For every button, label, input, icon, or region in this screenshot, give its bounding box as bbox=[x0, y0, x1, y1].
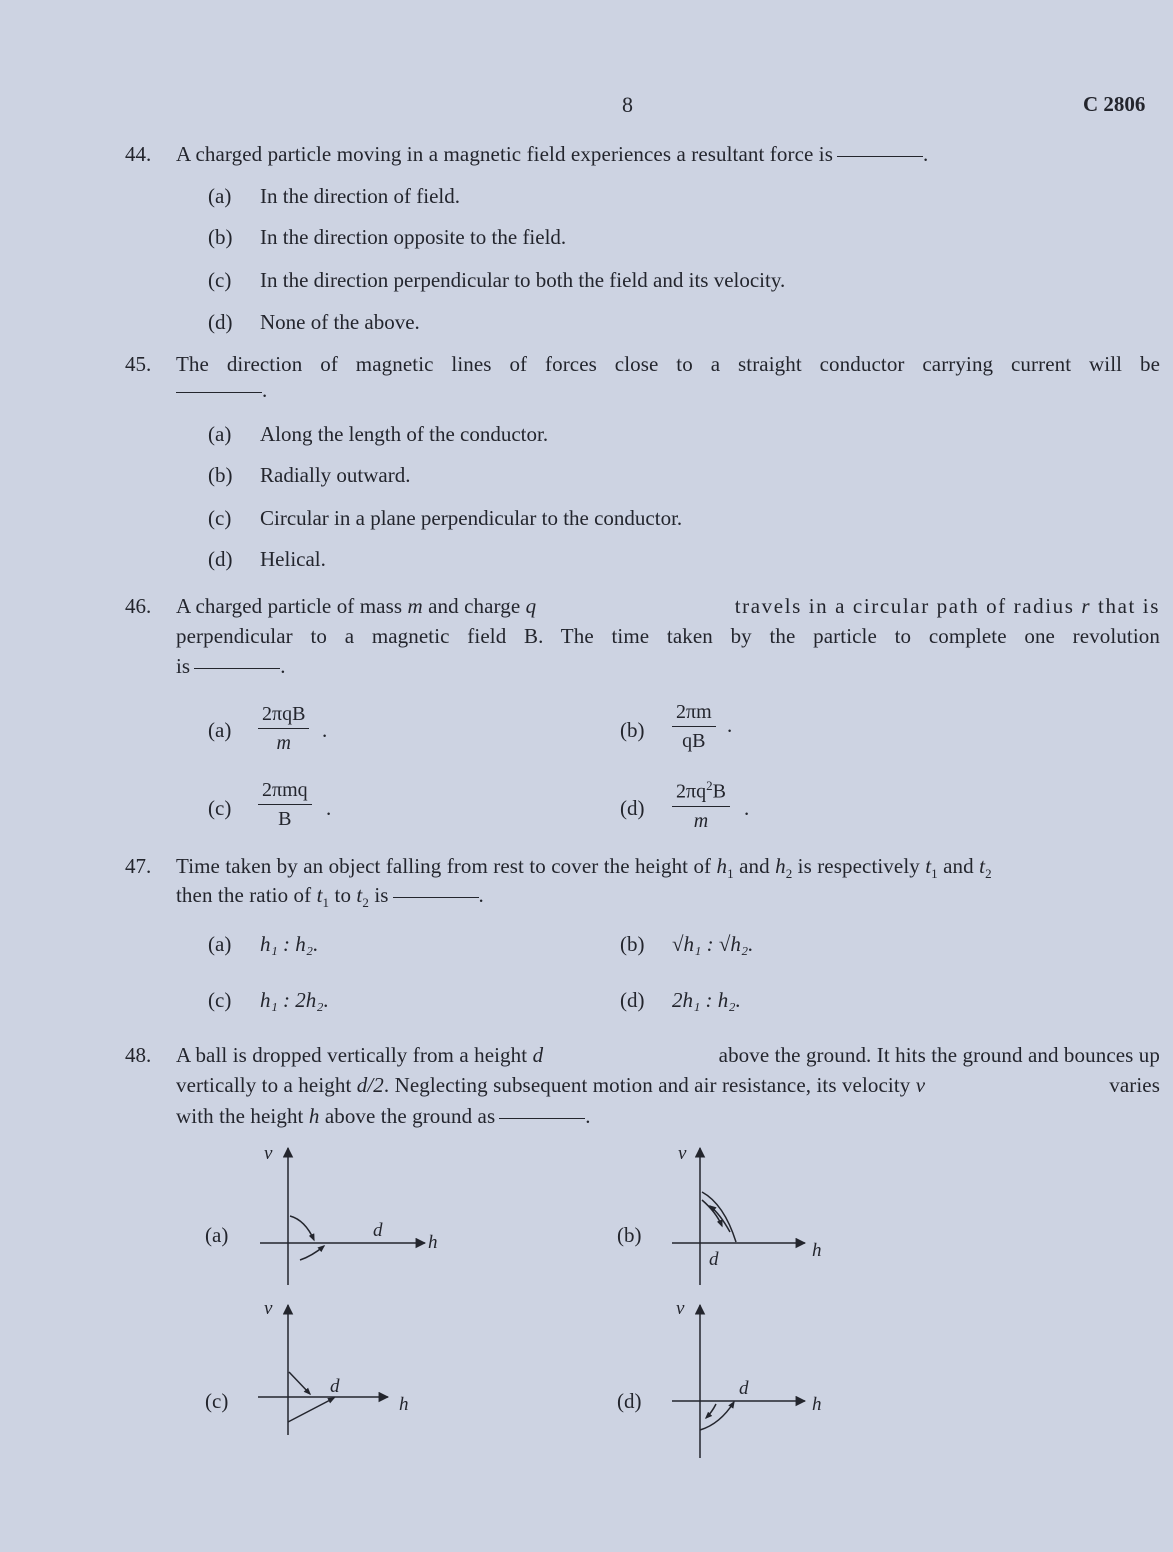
q48-graph-d-label: (d) bbox=[617, 1389, 642, 1413]
line-down bbox=[289, 1372, 310, 1394]
mark-d: d bbox=[330, 1376, 340, 1397]
option-label: (d) bbox=[620, 988, 645, 1012]
symbol-m: m bbox=[407, 594, 423, 618]
option-label: (b) bbox=[620, 932, 645, 956]
graph-a bbox=[260, 1148, 425, 1285]
q46-text-c: travels in a circular path of radius bbox=[734, 594, 1075, 618]
q48-graph-b-label: (b) bbox=[617, 1223, 642, 1247]
q46-option-a-label: (a) bbox=[208, 718, 232, 742]
axis-label-v: v bbox=[676, 1298, 685, 1319]
subscript: 1 bbox=[931, 866, 938, 882]
q48-text-c: vertically to a height bbox=[176, 1073, 352, 1097]
symbol-r: r bbox=[1081, 594, 1092, 618]
q46-option-b-label: (b) bbox=[620, 718, 645, 742]
q48-number: 48. bbox=[125, 1043, 152, 1067]
axis-label-h: h bbox=[812, 1394, 822, 1415]
option-text: In the direction perpendicular to both the field and its velocity. bbox=[260, 268, 786, 292]
q48-text-b: above the ground. It hits the ground and bounces up bbox=[718, 1043, 1160, 1067]
subscript: 2 bbox=[985, 866, 992, 882]
option-text: Helical. bbox=[260, 547, 326, 571]
option-label: (d) bbox=[208, 547, 233, 571]
denominator: B bbox=[278, 808, 292, 830]
option-text: h₁ : 2h₂. bbox=[260, 988, 329, 1012]
graph-b bbox=[672, 1148, 805, 1285]
paper-code: C 2806 bbox=[1083, 92, 1146, 116]
q47-text: Time taken by an object falling from rest to cover the height of bbox=[176, 854, 712, 878]
word-is: is bbox=[374, 883, 389, 907]
q48-graph-a-label: (a) bbox=[205, 1223, 229, 1247]
option-text: None of the above. bbox=[260, 310, 420, 334]
option-text: Circular in a plane perpendicular to the conductor. bbox=[260, 506, 683, 530]
axis-label-h: h bbox=[428, 1232, 438, 1253]
option-text: Along the length of the conductor. bbox=[260, 422, 549, 446]
symbol-v: v bbox=[915, 1073, 926, 1097]
period: . bbox=[727, 713, 733, 737]
option-text: √h₁ : √h₂. bbox=[672, 932, 754, 956]
symbol-h: h bbox=[716, 854, 728, 878]
q45-end: . bbox=[262, 378, 268, 402]
axis-label-v: v bbox=[264, 1143, 273, 1164]
line-up bbox=[288, 1398, 334, 1422]
symbol-h: h bbox=[775, 854, 786, 878]
numerator: 2πqB bbox=[262, 703, 306, 725]
symbol-t: t bbox=[979, 854, 986, 878]
symbol-t: t bbox=[925, 854, 932, 878]
numerator-b: B bbox=[712, 780, 726, 803]
q48-text-g: above the ground as bbox=[324, 1104, 496, 1128]
period: . bbox=[322, 718, 328, 742]
q46-option-d-label: (d) bbox=[620, 796, 645, 820]
mark-d: d bbox=[373, 1220, 383, 1241]
symbol-h: h bbox=[308, 1104, 320, 1128]
q46-text-is: is bbox=[176, 654, 191, 678]
option-text: In the direction of field. bbox=[260, 184, 461, 208]
numerator: 2πmq bbox=[262, 779, 308, 801]
q47-end: . bbox=[478, 883, 484, 907]
q44-stem: A charged particle moving in a magnetic field experiences a resultant force is bbox=[176, 142, 833, 166]
subscript: 2 bbox=[362, 895, 369, 911]
q45-number: 45. bbox=[125, 352, 152, 376]
axis-label-v: v bbox=[264, 1298, 273, 1319]
denominator: m bbox=[693, 809, 709, 832]
word-and: and bbox=[739, 854, 770, 878]
curve-lower bbox=[700, 1402, 734, 1430]
option-label: (c) bbox=[208, 506, 232, 530]
mark-d: d bbox=[739, 1378, 749, 1399]
option-label: (c) bbox=[208, 988, 232, 1012]
option-label: (a) bbox=[208, 422, 232, 446]
q48-text-e: varies bbox=[1109, 1073, 1160, 1097]
q47-text-b: then the ratio of bbox=[176, 883, 312, 907]
q44-number: 44. bbox=[125, 142, 152, 166]
option-text: Radially outward. bbox=[260, 463, 411, 487]
axis-label-h: h bbox=[399, 1394, 409, 1415]
mark-d: d bbox=[709, 1249, 719, 1270]
q46-line-2: perpendicular to a magnetic field B. The time taken by the particle to complete one revolution bbox=[176, 624, 1160, 648]
q48-text-d: . Neglecting subsequent motion and air resistance, its velocity bbox=[383, 1073, 911, 1097]
subscript: 2 bbox=[785, 866, 793, 882]
symbol-t: t bbox=[356, 883, 363, 907]
superscript: 2 bbox=[706, 778, 713, 793]
numerator: 2πm bbox=[676, 701, 712, 723]
subscript: 1 bbox=[727, 866, 734, 882]
option-label: (d) bbox=[208, 310, 233, 334]
curve-inner bbox=[702, 1200, 722, 1226]
q45-text: The direction of magnetic lines of forces close to a straight conductor carrying current will be bbox=[176, 352, 1160, 376]
subscript: 1 bbox=[322, 895, 330, 911]
denominator: m bbox=[276, 732, 291, 754]
curve-inner bbox=[706, 1404, 716, 1418]
option-label: (b) bbox=[208, 463, 233, 487]
word-to: to bbox=[334, 883, 352, 907]
option-label: (b) bbox=[208, 225, 233, 249]
q47-text-mid: is respectively bbox=[797, 854, 920, 878]
symbol-d-half: d/2 bbox=[356, 1073, 384, 1097]
axis-label-v: v bbox=[678, 1143, 687, 1164]
axis-label-h: h bbox=[812, 1240, 822, 1261]
q46-text-a: A charged particle of mass bbox=[176, 594, 403, 618]
symbol-t: t bbox=[316, 883, 323, 907]
q47-number: 47. bbox=[125, 854, 152, 878]
q46-option-c-label: (c) bbox=[208, 796, 232, 820]
q46-text-b: and charge bbox=[428, 594, 521, 618]
symbol-q: q bbox=[525, 594, 537, 618]
q48-text-f: with the height bbox=[176, 1104, 304, 1128]
option-label: (a) bbox=[208, 932, 232, 956]
q46-number: 46. bbox=[125, 594, 152, 618]
curve-outer bbox=[702, 1192, 736, 1242]
period: . bbox=[744, 796, 750, 820]
word-and: and bbox=[943, 854, 974, 878]
option-label: (a) bbox=[208, 184, 232, 208]
option-label: (c) bbox=[208, 268, 232, 292]
q48-end: . bbox=[585, 1104, 591, 1128]
curve-up bbox=[300, 1246, 324, 1260]
q46-end: . bbox=[280, 654, 286, 678]
option-text: 2h₁ : h₂. bbox=[672, 988, 741, 1012]
q44-end: . bbox=[922, 142, 929, 166]
period: . bbox=[326, 796, 332, 820]
numerator-main: 2πq bbox=[676, 780, 707, 803]
option-text: h₁ : h₂. bbox=[260, 932, 319, 956]
option-text: In the direction opposite to the field. bbox=[260, 225, 567, 249]
denominator: qB bbox=[682, 730, 706, 752]
symbol-d: d bbox=[532, 1043, 544, 1067]
q48-graph-c-label: (c) bbox=[205, 1389, 229, 1413]
graph-c bbox=[258, 1305, 388, 1435]
page-number: 8 bbox=[622, 92, 633, 117]
q48-text-a: A ball is dropped vertically from a height bbox=[176, 1043, 528, 1067]
curve-down bbox=[290, 1216, 314, 1240]
q46-text-d: that is bbox=[1098, 594, 1160, 618]
